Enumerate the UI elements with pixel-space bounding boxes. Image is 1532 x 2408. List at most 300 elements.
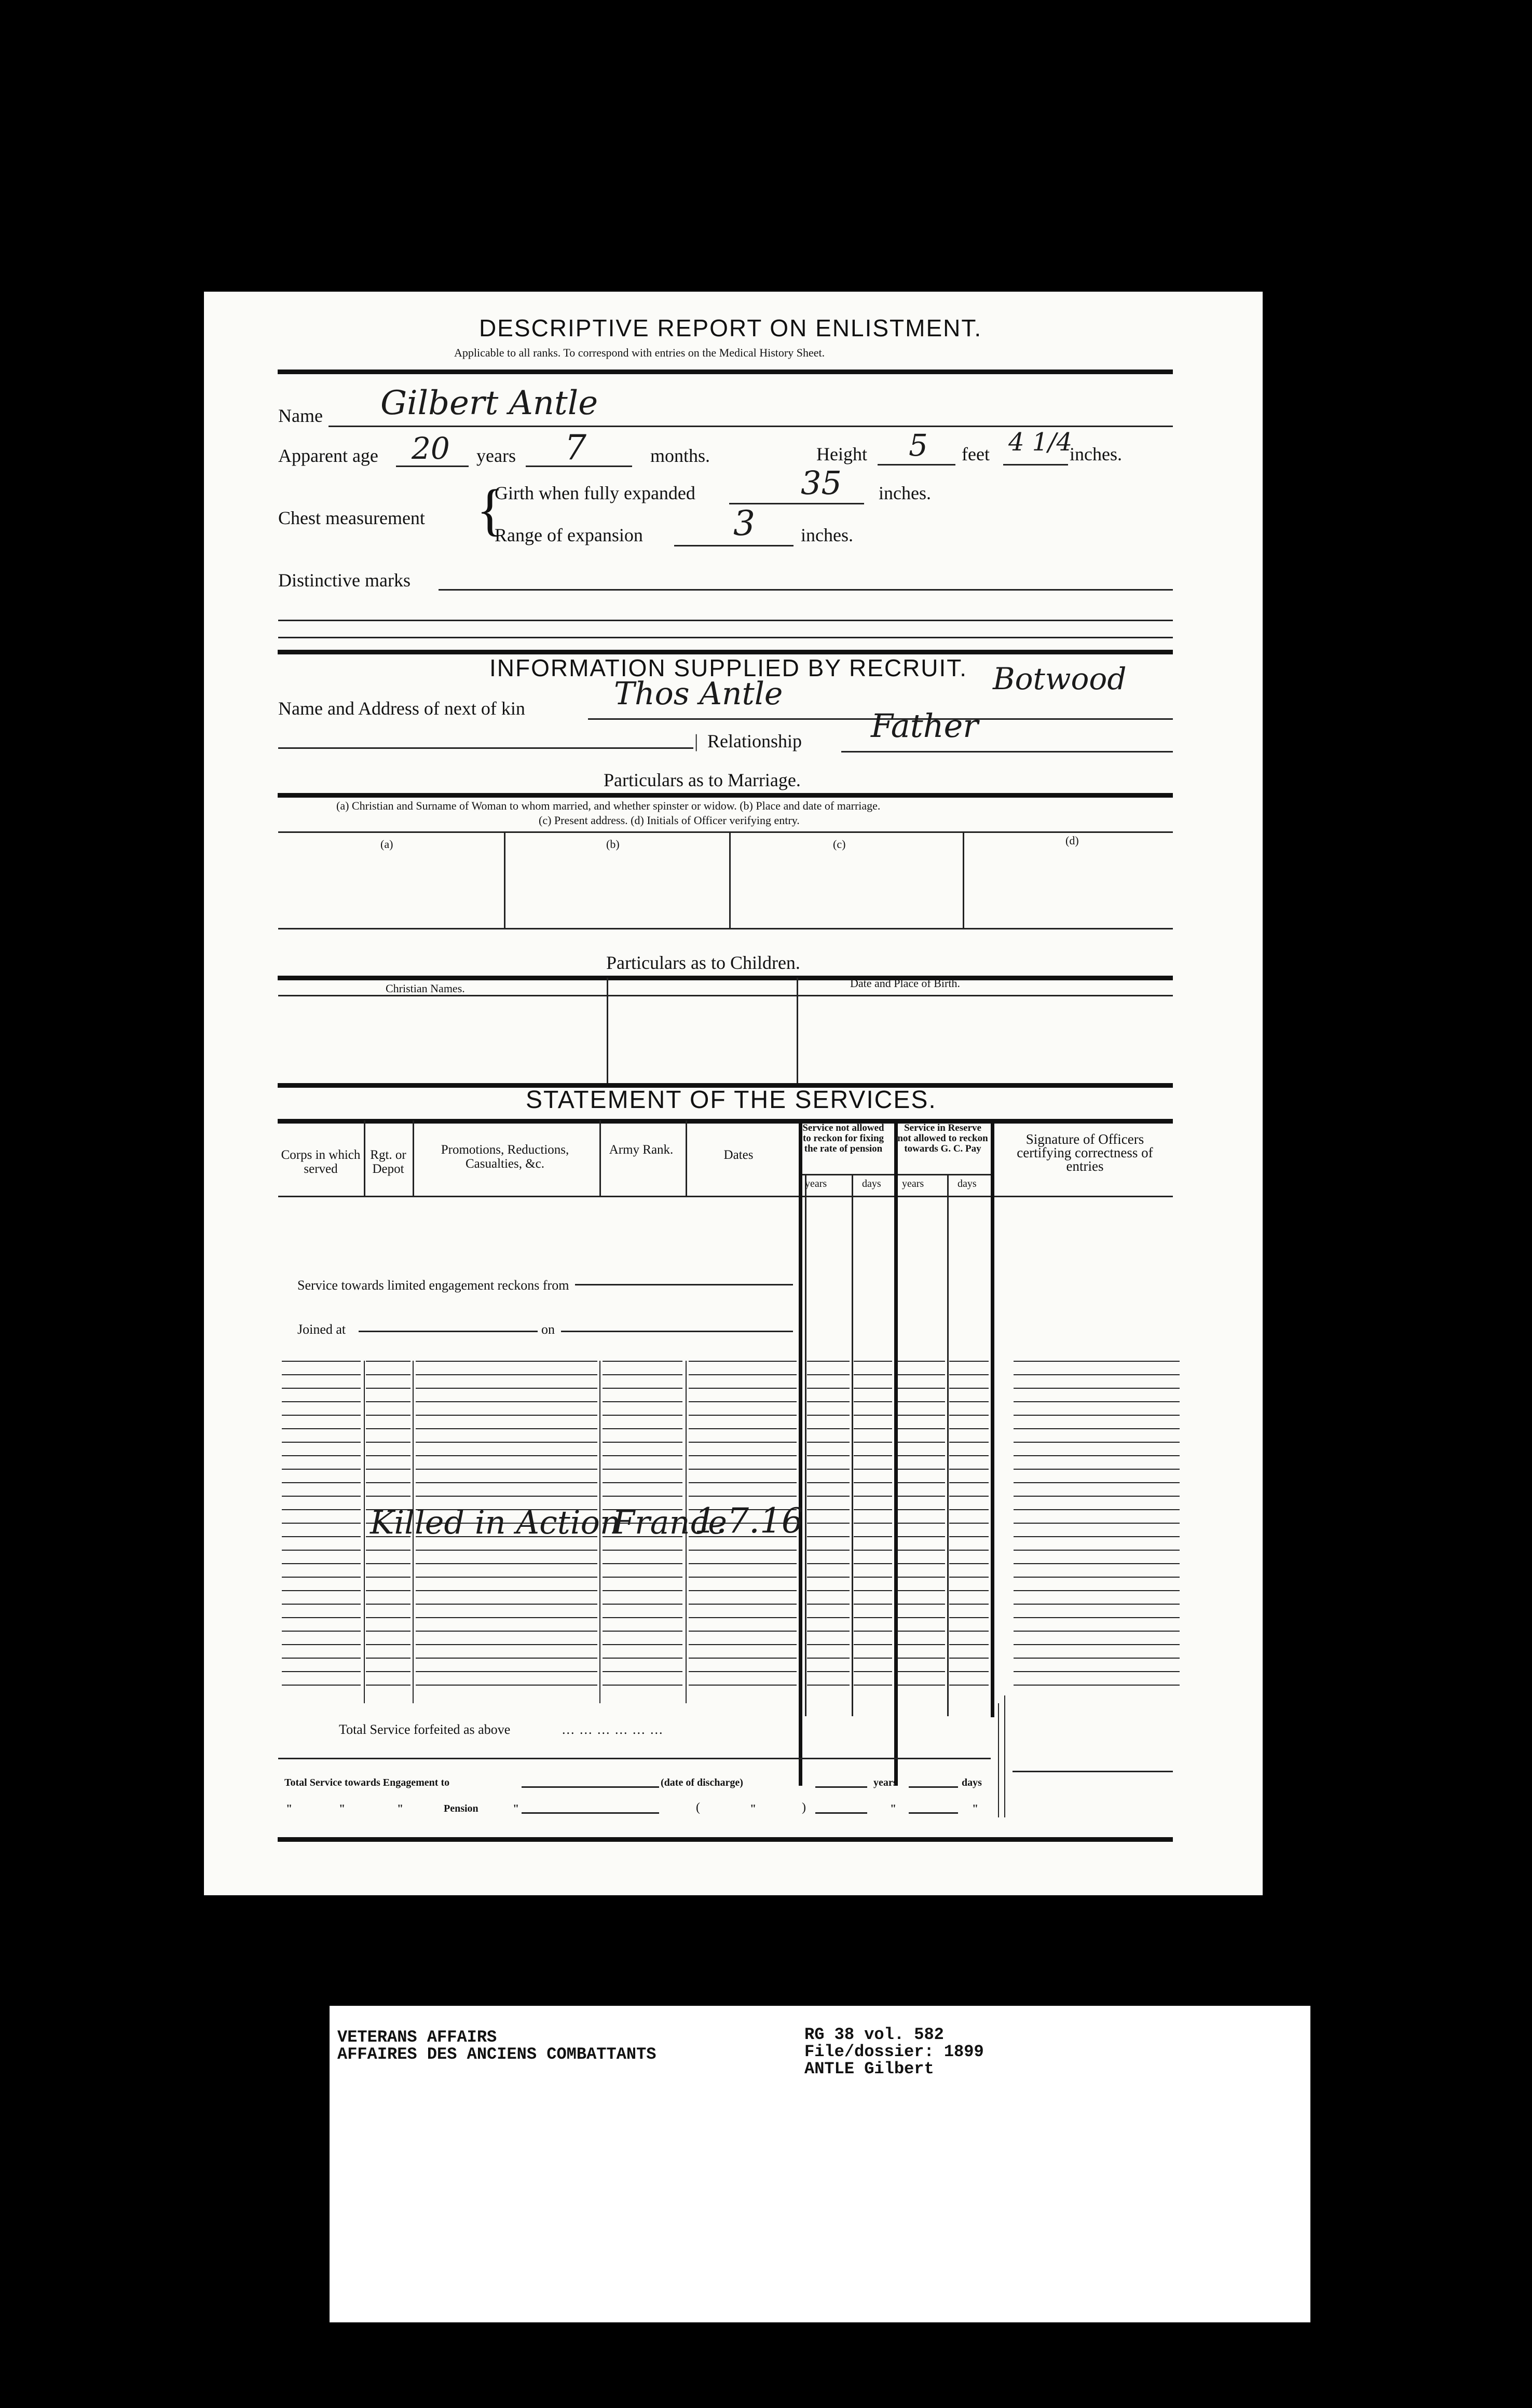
entry-rule bbox=[366, 1469, 411, 1470]
paren-close: ) bbox=[802, 1801, 806, 1814]
chest-brace: { bbox=[476, 478, 504, 541]
entry-rule bbox=[416, 1496, 597, 1497]
entry-rule bbox=[854, 1496, 892, 1497]
entry-rule bbox=[689, 1644, 797, 1645]
children-col-names: Christian Names. bbox=[386, 982, 465, 995]
entry-rule bbox=[416, 1415, 597, 1416]
limited-engagement-line bbox=[575, 1284, 793, 1285]
address-line-2 bbox=[278, 747, 693, 749]
entry-rule bbox=[854, 1361, 892, 1362]
entry-rule bbox=[689, 1482, 797, 1483]
entry-rule bbox=[807, 1455, 850, 1456]
entry-rule bbox=[949, 1671, 989, 1672]
next-of-kin-label: Name and Address of next of kin bbox=[278, 698, 525, 719]
entry-rule bbox=[897, 1536, 945, 1537]
girth-unit: inches. bbox=[879, 483, 931, 503]
entry-rule bbox=[366, 1563, 411, 1564]
entry-rule bbox=[366, 1631, 411, 1632]
age-years-value: 20 bbox=[412, 431, 450, 466]
entry-rule bbox=[416, 1671, 597, 1672]
entry-rule bbox=[603, 1631, 682, 1632]
entry-rule bbox=[366, 1374, 411, 1375]
entry-rule bbox=[603, 1482, 682, 1483]
entry-rule bbox=[282, 1442, 361, 1443]
entry-rule bbox=[897, 1577, 945, 1578]
marriage-col-d: (d) bbox=[1065, 834, 1079, 847]
entry-rule bbox=[416, 1388, 597, 1389]
entry-rule bbox=[282, 1455, 361, 1456]
inches-label: inches. bbox=[1070, 444, 1122, 464]
entry-rule bbox=[854, 1469, 892, 1470]
entry-rule bbox=[897, 1550, 945, 1551]
entry-rule bbox=[854, 1604, 892, 1605]
entry-rule bbox=[807, 1671, 850, 1672]
entry-rule bbox=[854, 1685, 892, 1686]
entry-rule bbox=[807, 1577, 850, 1578]
entry-rule bbox=[897, 1388, 945, 1389]
entry-rule bbox=[949, 1563, 989, 1564]
entry-rule bbox=[897, 1509, 945, 1510]
entry-rule bbox=[949, 1482, 989, 1483]
entry-rule bbox=[366, 1388, 411, 1389]
entry-rule bbox=[949, 1428, 989, 1429]
entry-rule bbox=[416, 1590, 597, 1591]
service-col-mid-rule bbox=[894, 1120, 898, 1786]
pension-days-line bbox=[909, 1812, 958, 1814]
entry-rule bbox=[416, 1361, 597, 1362]
entry-rule bbox=[366, 1482, 411, 1483]
entry-rule bbox=[949, 1455, 989, 1456]
not-allowed-days: days bbox=[862, 1178, 881, 1189]
range-value: 3 bbox=[733, 503, 755, 543]
service-col-right-rule bbox=[991, 1120, 994, 1717]
joined-on-line bbox=[561, 1331, 793, 1332]
entry-rule bbox=[854, 1631, 892, 1632]
children-divider-2 bbox=[797, 978, 798, 1084]
hdr-divider-4 bbox=[686, 1120, 687, 1196]
entry-promotions: Killed in Action bbox=[370, 1503, 621, 1541]
entry-rule bbox=[854, 1523, 892, 1524]
apparent-age-label: Apparent age bbox=[278, 445, 378, 466]
archive-ref-3: ANTLE Gilbert bbox=[804, 2059, 934, 2078]
entry-rule bbox=[366, 1496, 411, 1497]
entry-rule bbox=[366, 1671, 411, 1672]
entry-rule bbox=[1014, 1590, 1180, 1591]
entry-rule bbox=[807, 1415, 850, 1416]
entry-rule bbox=[282, 1496, 361, 1497]
entry-rule bbox=[282, 1685, 361, 1686]
entry-rule bbox=[807, 1617, 850, 1618]
entry-rule bbox=[807, 1631, 850, 1632]
girth-value: 35 bbox=[801, 464, 842, 502]
entry-rule bbox=[689, 1469, 797, 1470]
entry-rule bbox=[689, 1577, 797, 1578]
entry-rule bbox=[854, 1401, 892, 1402]
entry-rule bbox=[689, 1563, 797, 1564]
joined-at-label: Joined at bbox=[297, 1322, 346, 1337]
entry-rule bbox=[854, 1658, 892, 1659]
archive-line-1: VETERANS AFFAIRS bbox=[337, 2028, 497, 2047]
entry-rule bbox=[282, 1590, 361, 1591]
hdr-divider-2 bbox=[413, 1120, 414, 1196]
marriage-heading: Particulars as to Marriage. bbox=[604, 770, 801, 790]
entry-rule bbox=[282, 1644, 361, 1645]
height-feet-line bbox=[878, 464, 955, 466]
entry-rule bbox=[366, 1455, 411, 1456]
entry-rule bbox=[366, 1590, 411, 1591]
entry-rule bbox=[689, 1617, 797, 1618]
entry-rule bbox=[949, 1617, 989, 1618]
entry-rule bbox=[1014, 1428, 1180, 1429]
entry-rule bbox=[689, 1442, 797, 1443]
reserve-years: years bbox=[902, 1178, 924, 1189]
entry-rule bbox=[603, 1455, 682, 1456]
entry-rule bbox=[282, 1617, 361, 1618]
ny-rule bbox=[805, 1174, 806, 1716]
archive-label-card bbox=[330, 2006, 1310, 2322]
entry-rule bbox=[1014, 1671, 1180, 1672]
range-unit: inches. bbox=[801, 525, 853, 545]
entry-rule bbox=[897, 1401, 945, 1402]
entry-rule bbox=[689, 1671, 797, 1672]
entry-rule bbox=[897, 1523, 945, 1524]
title-underline bbox=[278, 370, 1173, 374]
enlistment-form-sheet bbox=[204, 292, 1263, 1895]
entry-rule bbox=[282, 1604, 361, 1605]
entry-rule bbox=[416, 1455, 597, 1456]
entry-rule bbox=[807, 1496, 850, 1497]
entry-rule bbox=[1014, 1509, 1180, 1510]
col-reserve: Service in Reserve not allowed to reckon towards G. C. Pay bbox=[897, 1123, 988, 1154]
entry-rule bbox=[366, 1617, 411, 1618]
joined-at-line bbox=[359, 1331, 538, 1332]
entry-rule bbox=[854, 1577, 892, 1578]
entry-rule bbox=[1014, 1401, 1180, 1402]
entry-rule bbox=[282, 1658, 361, 1659]
entry-rule bbox=[1014, 1617, 1180, 1618]
entry-rule bbox=[1014, 1469, 1180, 1470]
entry-rule bbox=[603, 1590, 682, 1591]
entry-rule bbox=[689, 1415, 797, 1416]
marriage-note-2: (c) Present address. (d) Initials of Officer verifying entry. bbox=[539, 814, 800, 827]
entry-rule bbox=[603, 1415, 682, 1416]
col-corps: Corps in which served bbox=[281, 1148, 361, 1176]
entry-rule bbox=[416, 1604, 597, 1605]
entry-rule bbox=[603, 1469, 682, 1470]
marriage-divider-2 bbox=[729, 832, 731, 928]
entry-rule bbox=[897, 1617, 945, 1618]
entry-rule bbox=[949, 1604, 989, 1605]
entry-rule bbox=[897, 1428, 945, 1429]
entry-rule bbox=[807, 1590, 850, 1591]
days-line bbox=[909, 1786, 958, 1788]
entry-rule bbox=[603, 1374, 682, 1375]
entry-rule bbox=[603, 1550, 682, 1551]
ditto-5: " bbox=[750, 1802, 757, 1815]
ditto-3: " bbox=[397, 1802, 404, 1815]
entry-date: 1.7.16 bbox=[694, 1501, 803, 1541]
marriage-bottom-rule bbox=[278, 928, 1173, 929]
entry-rule bbox=[416, 1617, 597, 1618]
entry-rule bbox=[897, 1415, 945, 1416]
entry-rule bbox=[366, 1428, 411, 1429]
age-months-value: 7 bbox=[565, 428, 586, 468]
totals-top-rule bbox=[278, 1758, 991, 1759]
entry-rule bbox=[603, 1496, 682, 1497]
children-divider-1 bbox=[607, 978, 608, 1084]
signature-brace-rule-2 bbox=[1004, 1695, 1005, 1817]
height-label: Height bbox=[816, 444, 867, 464]
form-subtitle: Applicable to all ranks. To correspond with entries on the Medical History Sheet. bbox=[454, 346, 825, 359]
entry-rule bbox=[854, 1590, 892, 1591]
relationship-value: Father bbox=[871, 707, 978, 745]
marriage-col-a: (a) bbox=[380, 838, 393, 851]
entry-rule bbox=[897, 1482, 945, 1483]
entry-rule bbox=[416, 1577, 597, 1578]
entry-rule bbox=[854, 1644, 892, 1645]
entry-rule bbox=[854, 1563, 892, 1564]
entry-rule bbox=[603, 1658, 682, 1659]
name-line bbox=[329, 426, 1173, 427]
entry-rule bbox=[949, 1442, 989, 1443]
marriage-note-1: (a) Christian and Surname of Woman to whom married, and whether spinster or widow. (b) Place and date of marriage. bbox=[336, 799, 881, 812]
entry-rule bbox=[1014, 1563, 1180, 1564]
entry-rule bbox=[603, 1685, 682, 1686]
entry-rule bbox=[897, 1469, 945, 1470]
entry-rule bbox=[854, 1671, 892, 1672]
marriage-col-c: (c) bbox=[833, 838, 846, 851]
entry-rule bbox=[1014, 1631, 1180, 1632]
entry-rule bbox=[1014, 1455, 1180, 1456]
entry-rule bbox=[807, 1523, 850, 1524]
entry-rule bbox=[366, 1401, 411, 1402]
entry-rule bbox=[1014, 1577, 1180, 1578]
entry-rule bbox=[854, 1442, 892, 1443]
entry-rule bbox=[366, 1644, 411, 1645]
pension-years-line bbox=[815, 1812, 867, 1814]
entry-rule bbox=[416, 1644, 597, 1645]
entry-rule bbox=[1014, 1644, 1180, 1645]
services-heading: STATEMENT OF THE SERVICES. bbox=[526, 1086, 937, 1114]
entry-rule bbox=[366, 1415, 411, 1416]
entry-rule bbox=[897, 1604, 945, 1605]
months-label: months. bbox=[650, 445, 710, 466]
entry-rule bbox=[807, 1658, 850, 1659]
entry-rule bbox=[807, 1442, 850, 1443]
entry-rule bbox=[854, 1455, 892, 1456]
entry-rule bbox=[689, 1428, 797, 1429]
days-word: days bbox=[962, 1777, 982, 1788]
entry-rule bbox=[689, 1361, 797, 1362]
col-not-allowed: Service not allowed to reckon for fixing the rate of pension bbox=[802, 1123, 884, 1154]
girth-label: Girth when fully expanded bbox=[495, 483, 695, 503]
entry-rule bbox=[282, 1536, 361, 1537]
entry-rule bbox=[949, 1523, 989, 1524]
entry-rule bbox=[1014, 1685, 1180, 1686]
rd-rule bbox=[947, 1174, 949, 1716]
range-line bbox=[674, 545, 794, 546]
archive-ref-2: File/dossier: 1899 bbox=[804, 2042, 984, 2061]
form-bottom-rule bbox=[278, 1837, 1173, 1842]
entry-rank: France bbox=[612, 1503, 727, 1541]
not-allowed-years: years bbox=[805, 1178, 827, 1189]
entry-rule bbox=[416, 1685, 597, 1686]
ditto-2: " bbox=[339, 1802, 346, 1815]
entry-rule bbox=[1014, 1482, 1180, 1483]
entry-rule bbox=[689, 1550, 797, 1551]
entry-rule bbox=[949, 1590, 989, 1591]
entry-rule bbox=[807, 1428, 850, 1429]
entry-rule bbox=[689, 1496, 797, 1497]
entry-rule bbox=[416, 1469, 597, 1470]
entry-rule bbox=[807, 1644, 850, 1645]
archive-ref-1: RG 38 vol. 582 bbox=[804, 2025, 944, 2044]
entry-rule bbox=[603, 1604, 682, 1605]
entry-rule bbox=[689, 1388, 797, 1389]
total-forfeited-dots: ... ... ... ... ... ... bbox=[562, 1722, 664, 1737]
entry-rule bbox=[366, 1577, 411, 1578]
entry-rule bbox=[807, 1509, 850, 1510]
distinctive-line-3 bbox=[278, 637, 1173, 638]
entry-rule bbox=[897, 1671, 945, 1672]
entry-rule bbox=[282, 1401, 361, 1402]
entry-rule bbox=[897, 1644, 945, 1645]
entry-rule bbox=[949, 1401, 989, 1402]
entry-rule bbox=[949, 1658, 989, 1659]
entry-rule bbox=[689, 1604, 797, 1605]
entry-rule bbox=[416, 1550, 597, 1551]
entry-rule bbox=[689, 1455, 797, 1456]
entry-rule bbox=[1014, 1361, 1180, 1362]
entry-rule bbox=[416, 1482, 597, 1483]
entry-rule bbox=[366, 1442, 411, 1443]
entry-rule bbox=[949, 1388, 989, 1389]
children-heading: Particulars as to Children. bbox=[606, 952, 800, 973]
entry-rule bbox=[1014, 1388, 1180, 1389]
entry-rule bbox=[807, 1536, 850, 1537]
entry-rule bbox=[897, 1361, 945, 1362]
entry-rule bbox=[1014, 1536, 1180, 1537]
entry-rule bbox=[854, 1536, 892, 1537]
entry-rule bbox=[897, 1631, 945, 1632]
entry-rule bbox=[949, 1644, 989, 1645]
signature-brace-rule bbox=[998, 1703, 999, 1817]
entry-rule bbox=[416, 1401, 597, 1402]
total-engagement-label: Total Service towards Engagement to bbox=[284, 1777, 450, 1788]
entry-rule bbox=[416, 1442, 597, 1443]
entry-rule bbox=[282, 1469, 361, 1470]
entry-rule bbox=[949, 1361, 989, 1362]
entry-rule bbox=[807, 1469, 850, 1470]
entry-rule bbox=[1014, 1496, 1180, 1497]
pension-line bbox=[522, 1812, 659, 1814]
years-word: years bbox=[873, 1777, 897, 1788]
entry-rule bbox=[854, 1617, 892, 1618]
entry-rule bbox=[897, 1374, 945, 1375]
date-of-discharge-label: (date of discharge) bbox=[661, 1777, 743, 1788]
entry-column-rule bbox=[364, 1361, 365, 1703]
col-promotions: Promotions, Reductions, Casualties, &c. bbox=[441, 1143, 569, 1171]
entry-rule bbox=[949, 1509, 989, 1510]
entry-rule bbox=[282, 1415, 361, 1416]
entry-rule bbox=[897, 1442, 945, 1443]
range-label: Range of expansion bbox=[495, 525, 643, 545]
entry-rule bbox=[949, 1415, 989, 1416]
name-label: Name bbox=[278, 405, 323, 426]
entry-rule bbox=[603, 1617, 682, 1618]
signature-total-line bbox=[1013, 1771, 1173, 1772]
entry-rule bbox=[807, 1361, 850, 1362]
col-rank: Army Rank. bbox=[609, 1143, 674, 1157]
entry-rule bbox=[603, 1671, 682, 1672]
relationship-line bbox=[841, 751, 1173, 752]
entry-rule bbox=[807, 1401, 850, 1402]
entry-rule bbox=[807, 1563, 850, 1564]
service-col-left-rule bbox=[799, 1120, 802, 1786]
entry-rule bbox=[807, 1374, 850, 1375]
entry-rule bbox=[1014, 1374, 1180, 1375]
distinctive-line-2 bbox=[278, 620, 1173, 621]
entry-rule bbox=[1014, 1550, 1180, 1551]
entry-rule bbox=[366, 1658, 411, 1659]
feet-label: feet bbox=[962, 444, 990, 464]
height-inches-value: 4 1/4 bbox=[1008, 428, 1073, 457]
form-title: DESCRIPTIVE REPORT ON ENLISTMENT. bbox=[479, 314, 982, 341]
children-header-rule bbox=[278, 995, 1173, 996]
height-inches-line bbox=[1003, 464, 1068, 466]
entry-rule bbox=[807, 1550, 850, 1551]
entry-rule bbox=[366, 1604, 411, 1605]
entry-rule bbox=[416, 1563, 597, 1564]
entry-rule bbox=[689, 1658, 797, 1659]
entry-rule bbox=[282, 1550, 361, 1551]
entry-rule bbox=[949, 1536, 989, 1537]
entry-rule bbox=[949, 1496, 989, 1497]
entry-rule bbox=[854, 1415, 892, 1416]
recruit-heading: INFORMATION SUPPLIED BY RECRUIT. bbox=[489, 654, 968, 681]
marriage-top-rule bbox=[278, 793, 1173, 798]
marriage-divider-3 bbox=[963, 832, 964, 928]
years-line bbox=[815, 1786, 867, 1788]
entry-rule bbox=[854, 1509, 892, 1510]
next-of-kin-place: Botwood bbox=[993, 661, 1127, 696]
relationship-label: Relationship bbox=[707, 731, 802, 751]
entry-rule bbox=[603, 1428, 682, 1429]
services-header-rule bbox=[278, 1196, 1173, 1197]
total-forfeited-label: Total Service forfeited as above bbox=[339, 1722, 511, 1737]
entry-rule bbox=[949, 1685, 989, 1686]
archive-line-2: AFFAIRES DES ANCIENS COMBATTANTS bbox=[337, 2045, 656, 2064]
entry-rule bbox=[1014, 1658, 1180, 1659]
years-label: years bbox=[476, 445, 516, 466]
entry-rule bbox=[949, 1577, 989, 1578]
entry-rule bbox=[603, 1361, 682, 1362]
entry-rule bbox=[807, 1604, 850, 1605]
entry-rule bbox=[1014, 1442, 1180, 1443]
total-engagement-line bbox=[522, 1786, 659, 1788]
marriage-col-b: (b) bbox=[606, 838, 620, 851]
relationship-bar: | bbox=[694, 731, 699, 751]
entry-rule bbox=[689, 1401, 797, 1402]
entry-rule bbox=[897, 1455, 945, 1456]
entry-rule bbox=[1014, 1415, 1180, 1416]
entry-rule bbox=[807, 1388, 850, 1389]
entry-rule bbox=[897, 1685, 945, 1686]
entry-rule bbox=[897, 1496, 945, 1497]
entry-rule bbox=[416, 1631, 597, 1632]
entry-rule bbox=[366, 1361, 411, 1362]
entry-rule bbox=[282, 1509, 361, 1510]
